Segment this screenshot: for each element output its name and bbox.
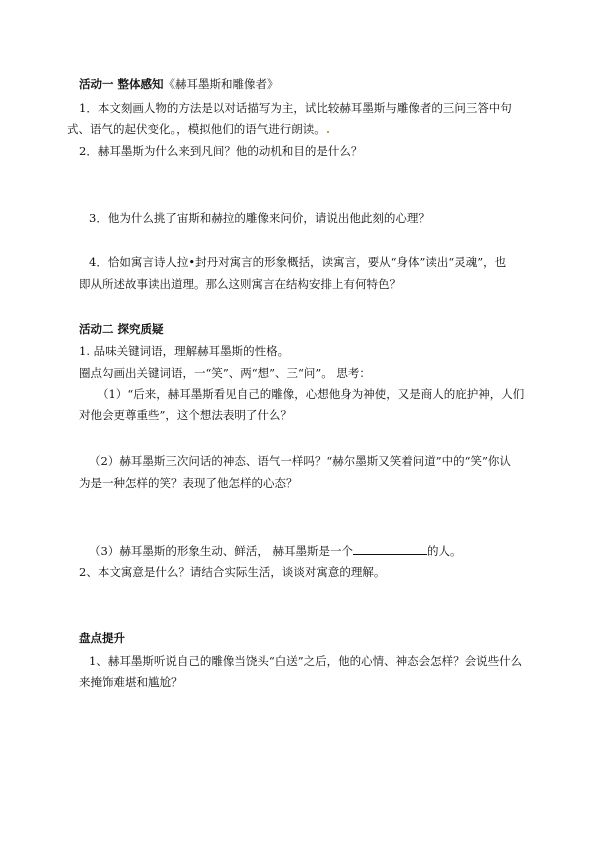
section3-item1-line1: 1、赫耳墨斯听说自己的雕像当饶头“白送”之后，他的心情、神态会怎样？会说些什么 xyxy=(89,654,523,668)
section1-q1-line2 xyxy=(67,122,329,137)
section1-q4-line1: 4．恰如寓言诗人拉•封丹对寓言的形象概括，读寓言，要从“身体”读出“灵魂”，也 xyxy=(89,255,507,269)
section1-q1-line1: 1．本文刻画人物的方法是以对话描写为主，试比较赫耳墨斯与雕像者的三问三答中句 xyxy=(79,101,512,115)
section2-sub3-prefix: （3）赫耳墨斯的形象生动、鲜活， 赫耳墨斯是一个 xyxy=(89,544,353,558)
section2-sub2-line2: 为是一种怎样的笑？表现了他怎样的心态？ xyxy=(79,476,298,490)
section1-q2: 2．赫耳墨斯为什么来到凡间？他的动机和目的是什么？ xyxy=(79,144,363,158)
section2-sub2-line1: （2）赫耳墨斯三次问话的神态、语气一样吗？“赫尔墨斯又笑着问道”中的“笑”你认 xyxy=(89,454,511,468)
highlight-dot-mark xyxy=(327,131,329,133)
section1-q1-line2-text: 式、语气的起伏变化。，模拟他们的语气进行朗读。 xyxy=(67,122,326,136)
section3-heading: 盘点提升 xyxy=(79,631,125,645)
section2-sub1-line1: （1）“后来，赫耳墨斯看见自己的雕像，心想他身为神使，又是商人的庇护神，人们 xyxy=(97,387,525,401)
section1-heading xyxy=(79,77,279,92)
section2-sub1-line2: 对他会更尊重些”，这个想法表明了什么？ xyxy=(79,408,292,422)
section1-heading-label: 活动一 整体感知 xyxy=(79,77,164,91)
section1-q4-line2: 即从所述故事读出道理。那么这则寓言在结构安排上有何特色？ xyxy=(79,277,401,291)
section2-item1-note: 圈点勾画出关键词语，一“笑”、两“想”、三“问”。 思考： xyxy=(79,366,371,380)
section2-sub3-suffix: 的人。 xyxy=(426,544,462,558)
section1-q3: 3．他为什么挑了宙斯和赫拉的雕像来问价，请说出他此刻的心理？ xyxy=(89,211,430,225)
section2-heading: 活动二 探究质疑 xyxy=(79,322,164,336)
section2-item1: 1. 品味关键词语，理解赫耳墨斯的性格。 xyxy=(79,344,290,358)
section2-item2: 2、本文寓意是什么？请结合实际生活，谈谈对寓意的理解。 xyxy=(79,565,386,579)
section2-sub3 xyxy=(89,543,461,559)
fill-in-blank[interactable] xyxy=(353,543,427,555)
section1-heading-title: 《赫耳墨斯和雕像者》 xyxy=(163,77,279,91)
section3-item1-line2: 来掩饰难堪和尴尬？ xyxy=(79,675,183,689)
